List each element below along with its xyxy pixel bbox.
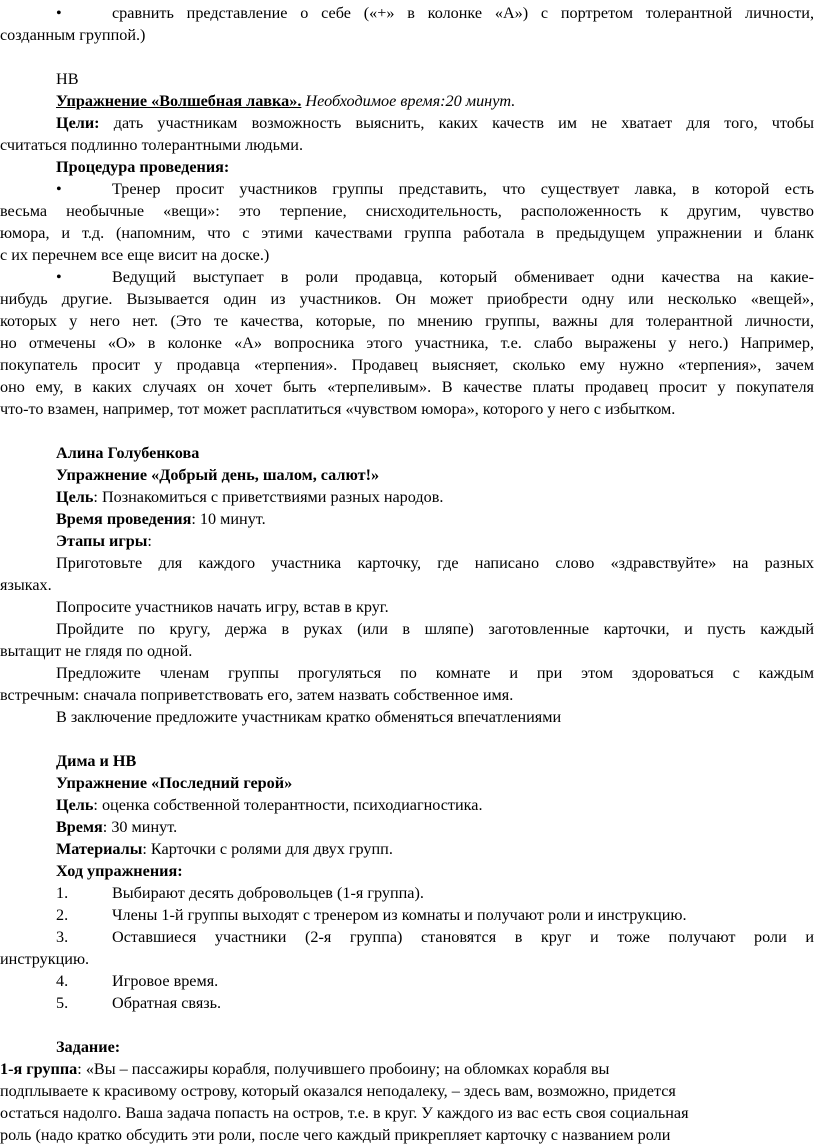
duration-line — [56, 816, 814, 838]
duration-text: : 10 минут. — [191, 510, 266, 528]
task-label: Задание: — [56, 1038, 121, 1056]
duration-label: Время — [56, 818, 103, 836]
step-text: Оставшиеся участники (2-я группа) становятся в круг и тоже получают роли и — [112, 928, 814, 946]
step-text: Выбирают десять добровольцев (1-я группа). — [112, 884, 424, 902]
step-text: Игровое время. — [112, 972, 219, 990]
step-text: Обратная связь. — [112, 994, 222, 1012]
duration-label: Время проведения — [56, 510, 192, 528]
author-label: Дима и НВ — [56, 752, 137, 770]
step-text-continued: инструкцию. — [0, 950, 90, 968]
step-number: 4. — [56, 972, 69, 990]
stages-label: Этапы игры — [56, 532, 148, 550]
bullet-marker: • — [56, 4, 62, 22]
paragraph-line: вытащит не глядя по одной. — [0, 642, 193, 660]
stages-line — [56, 530, 814, 552]
paragraph-line: нибудь другие. Вызывается один из участников. Он может приобрести одну или несколько «вещей», — [0, 290, 814, 308]
author-name — [56, 442, 814, 464]
exercise-duration: Необходимое время:20 минут. — [305, 92, 516, 110]
materials-text: : Карточки с ролями для двух групп. — [142, 840, 393, 858]
author-name — [56, 750, 814, 772]
goal-label: Цель — [56, 488, 94, 506]
goal-line — [56, 794, 814, 816]
step-number: 3. — [56, 928, 69, 946]
group-line — [0, 1058, 814, 1080]
paragraph-line: которых у него нет. (Это те качества, которые, по мнению группы, важны для толерантной личности, — [0, 312, 814, 330]
goal-line — [56, 486, 814, 508]
exercise-title-line — [56, 90, 814, 112]
materials-label: Материалы — [56, 840, 143, 858]
section-heading — [56, 860, 814, 882]
exercise-title-text: Упражнение «Последний герой» — [56, 774, 293, 792]
paragraph-line: сравнить представление о себе («+» в колонке «А») с портретом толерантной личности, — [112, 4, 814, 22]
paragraph-line: подплываете к красивому острову, который оказался неподалеку, – здесь вам, возможно, придется — [0, 1082, 676, 1100]
paragraph-line: юмора, и т.д. (напомним, что с этими качествами группа работала в предыдущем упражнении и бланк — [0, 224, 814, 242]
duration-text: : 30 минут. — [102, 818, 178, 836]
paragraph-line: Тренер просит участников группы представить, что существует лавка, в которой есть — [112, 180, 814, 198]
paragraph-line: Пройдите по кругу, держа в руках (или в шляпе) заготовленные карточки, и пусть каждый — [56, 620, 814, 638]
paragraph-line: созданным группой.) — [0, 26, 146, 44]
paragraph-line: В заключение предложите участникам кратко обменяться впечатлениями — [56, 708, 562, 726]
bullet-marker: • — [56, 180, 62, 198]
exercise-title — [56, 464, 814, 486]
paragraph-line: Предложите членам группы прогуляться по комнате и при этом здороваться с каждым — [56, 664, 814, 682]
paragraph-line: что-то взамен, например, тот может расплатиться «чувством юмора», которого у него с избытком. — [0, 400, 676, 418]
section-heading — [56, 1036, 814, 1058]
step-number: 1. — [56, 884, 69, 902]
goal-text: дать участникам возможность выяснить, каких качеств им не хватает для того, чтобы — [99, 114, 814, 132]
materials-line — [56, 838, 814, 860]
paragraph-line: с их перечнем все еще висит на доске.) — [0, 246, 270, 264]
goal-label: Цель — [56, 796, 94, 814]
exercise-title: Упражнение «Волшебная лавка». — [56, 92, 302, 110]
group-text: : «Вы – пассажиры корабля, получившего пробоину; на обломках корабля вы — [77, 1060, 610, 1078]
stages-colon: : — [147, 532, 152, 550]
goal-label: Цели: — [56, 114, 100, 132]
paragraph-line: Ведущий выступает в роли продавца, который обменивает одни качества на какие- — [112, 268, 814, 286]
paragraph-line: оно ему, в каких случаях он хочет быть «терпеливым». В качестве платы продавец просит у покупателя — [0, 378, 814, 396]
exercise-title-text: Упражнение «Добрый день, шалом, салют!» — [56, 466, 380, 484]
bullet-marker: • — [56, 268, 62, 286]
paragraph-line: Приготовьте для каждого участника карточку, где написано слово «здравствуйте» на разных — [56, 554, 814, 572]
step-text: Члены 1-й группы выходят с тренером из комнаты и получают роли и инструкцию. — [112, 906, 687, 924]
section-heading — [56, 156, 814, 178]
paragraph-line: покупатель просит у продавца «терпения». Продавец выясняет, сколько ему нужно «терпения», зачем — [0, 356, 814, 374]
paragraph-line: считаться подлинно толерантными людьми. — [0, 136, 304, 154]
goal-line — [56, 112, 814, 134]
paragraph-line: роль (надо кратко обсудить эти роли, после чего каждый прикрепляет карточку с названием роли — [0, 1126, 671, 1144]
exercise-title — [56, 772, 814, 794]
course-label: Ход упражнения: — [56, 862, 183, 880]
duration-line — [56, 508, 814, 530]
paragraph-line: встречным: сначала поприветствовать его, затем назвать собственное имя. — [0, 686, 514, 704]
paragraph-line: но отмечены «О» в колонке «А» вопросника этого участника, т.е. слабо выражены у него.) Например, — [0, 334, 814, 352]
paragraph-line: весьма необычные «вещи»: это терпение, снисходительность, расположенность к другим, чувство — [0, 202, 814, 220]
author-label: Алина Голубенкова — [56, 444, 200, 462]
procedure-label: Процедура проведения: — [56, 158, 230, 176]
author-name: НВ — [56, 70, 79, 88]
step-number: 2. — [56, 906, 69, 924]
group-label: 1-я группа — [0, 1060, 78, 1078]
goal-text: : Познакомиться с приветствиями разных народов. — [93, 488, 444, 506]
step-number: 5. — [56, 994, 69, 1012]
paragraph-line: Попросите участников начать игру, встав в круг. — [56, 598, 389, 616]
goal-text: : оценка собственной толерантности, психодиагностика. — [93, 796, 483, 814]
paragraph-line: языках. — [0, 576, 52, 594]
paragraph-line: остаться надолго. Ваша задача попасть на остров, т.е. в круг. У каждого из вас есть своя социальная — [0, 1104, 689, 1122]
